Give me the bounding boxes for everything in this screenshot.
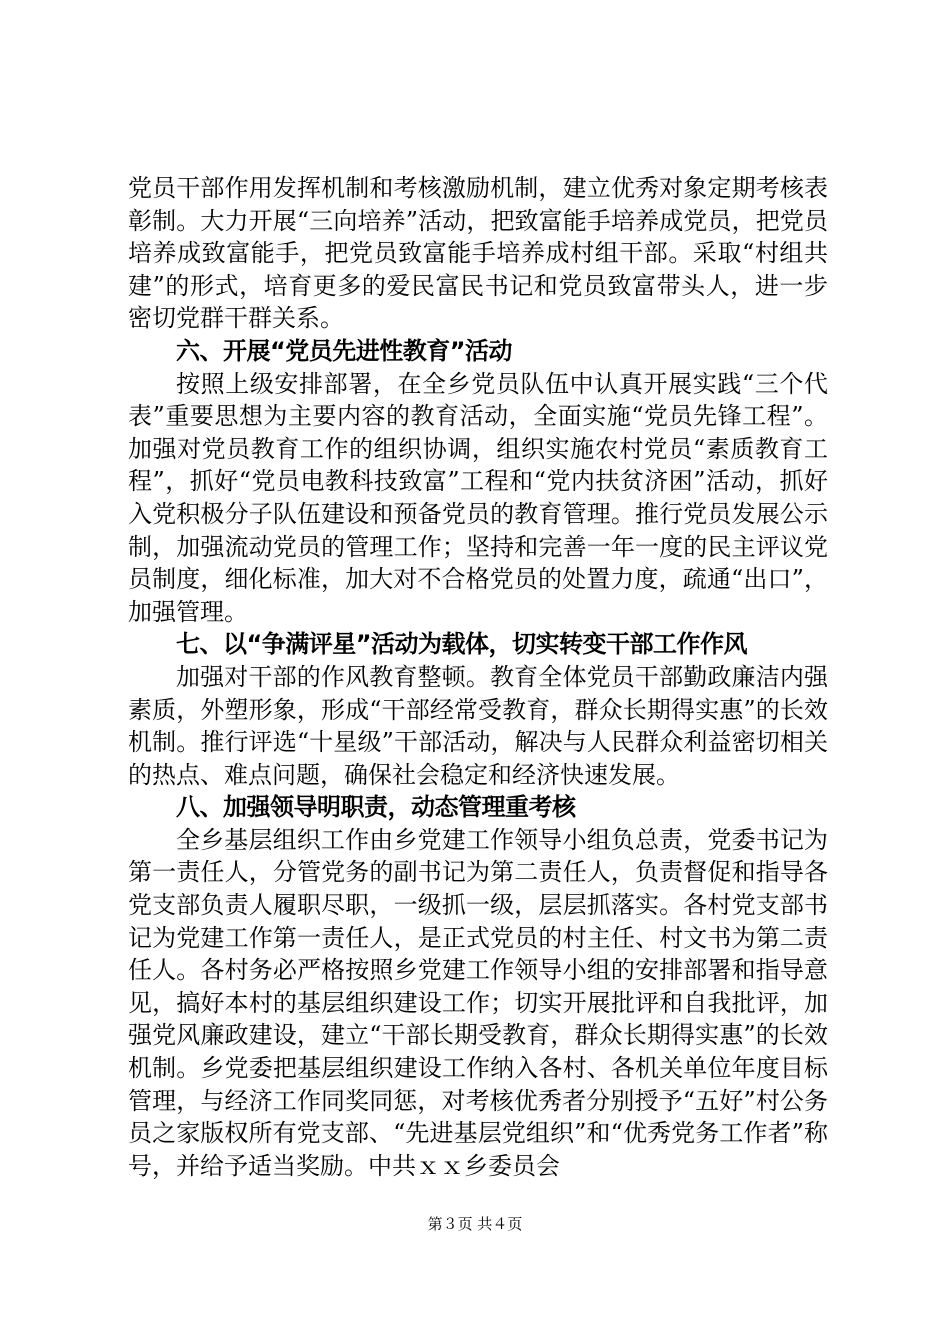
paragraph-section-7: 加强对干部的作风教育整顿。教育全体党员干部勤政廉洁内强素质，外塑形象，形成“干部经常受教育，群众长期得实惠”的长效机制。推行评选“十星级”干部活动，解决与人民群众利益密切相关的热点、难点问题，确保社会稳定和经济快速发展。 bbox=[128, 662, 828, 789]
paragraph-intro: 党员干部作用发挥机制和考核激励机制，建立优秀对象定期考核表彰制。大力开展“三向培养”活动，把致富能手培养成党员，把党员培养成致富能手，把党员致富能手培养成村组干部。采取“村组共建”的形式，培育更多的爱民富民书记和党员致富带头人，进一步密切党群干群关系。 bbox=[128, 174, 828, 333]
section-heading-6: 六、开展“党员先进性教育”活动 bbox=[176, 336, 513, 365]
paragraph-section-8: 全乡基层组织工作由乡党建工作领导小组负总责，党委书记为第一责任人，分管党务的副书记为第二责任人，负责督促和指导各党支部负责人履职尽职，一级抓一级，层层抓落实。各村党支部书记为党建工作第一责任人，是正式党员的村主任、村文书为第二责任人。各村务必严格按照乡党建工作领导小组的安排部署和指导意见，搞好本村的基层组织建设工作；切实开展批评和自我批评，加强党风廉政建设，建立“干部长期受教育，群众长期得实惠”的长效机制。乡党委把基层组织建设工作纳入各村、各机关单位年度目标管理，与经济工作同奖同惩，对考核优秀者分别授予“五好”村公务员之家版权所有党支部、“先进基层党组织”和“优秀党务工作者”称号，并给予适当奖励。中共ｘｘ乡委员会 bbox=[128, 825, 828, 1180]
document-body bbox=[128, 172, 828, 1182]
paragraph-section-6: 按照上级安排部署，在全乡党员队伍中认真开展实践“三个代表”重要思想为主要内容的教育活动，全面实施“党员先锋工程”。加强对党员教育工作的组织协调，组织实施农村党员“素质教育工程”，抓好“党员电教科技致富”工程和“党内扶贫济困”活动，抓好入党积极分子队伍建设和预备党员的教育管理。推行党员发展公示制，加强流动党员的管理工作；坚持和完善一年一度的民主评议党员制度，细化标准，加大对不合格党员的处置力度，疏通“出口”，加强管理。 bbox=[128, 369, 828, 626]
page-number-footer: 第３页 共４页 bbox=[427, 1215, 523, 1233]
section-heading-7: 七、以“争满评星”活动为载体，切实转变干部工作作风 bbox=[176, 630, 748, 659]
section-heading-8: 八、加强领导明职责，动态管理重考核 bbox=[176, 793, 576, 822]
